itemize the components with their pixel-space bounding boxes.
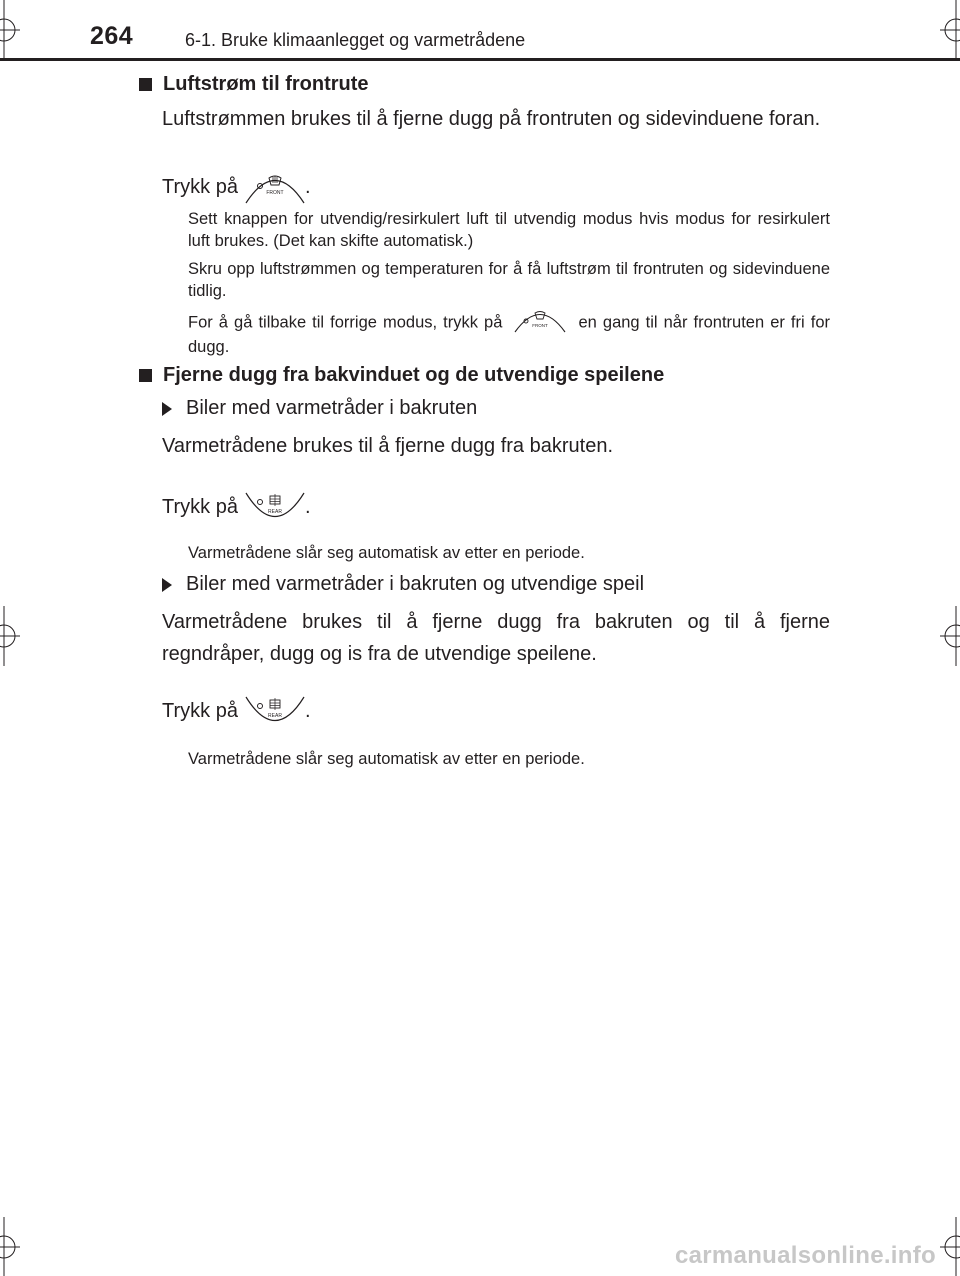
subheading-text: Biler med varmetråder i bakruten <box>186 397 478 419</box>
page-number: 264 <box>90 22 134 50</box>
section-title: 6-1. Bruke klimaanlegget og varmetrådene <box>185 30 526 50</box>
press-suffix: . <box>304 496 311 518</box>
press-prefix: Trykk på <box>162 176 238 198</box>
section-body: Luftstrømmen brukes til å fjerne dugg på frontruten og sidevinduene foran. <box>162 108 821 130</box>
front-defroster-button-inline <box>514 307 566 333</box>
rear-defogger-icon <box>245 696 305 726</box>
rear-defogger-button <box>245 492 305 522</box>
press-prefix: Trykk på <box>162 496 238 518</box>
note-3 <box>188 310 830 358</box>
triangle-bullet-icon <box>162 402 172 416</box>
front-defroster-button <box>245 170 305 204</box>
section-heading-text: Luftstrøm til frontrute <box>163 73 369 95</box>
press-suffix: . <box>304 700 311 722</box>
sub1-body: Varmetrådene brukes til å fjerne dugg fra bakruten. <box>162 435 613 457</box>
sub2-body: Varmetrådene brukes til å fjerne dugg fra bakruten og til å fjerne regndråper, dugg og is fra de utvendige speilene. <box>162 611 830 665</box>
section-heading-front <box>139 73 369 96</box>
note-3-prefix: For å gå tilbake til forrige modus, trykk på <box>188 313 503 332</box>
rear-button-label: REAR <box>267 509 282 515</box>
square-bullet-icon <box>139 369 152 382</box>
section-heading-rear <box>139 364 664 387</box>
sub1-note: Varmetrådene slår seg automatisk av etter en periode. <box>188 544 585 562</box>
front-defroster-icon <box>514 307 566 333</box>
press-suffix: . <box>304 176 311 198</box>
note-3-suffix: en gang til når frontruten er fri for dugg. <box>188 313 830 356</box>
press-instruction-rear-2 <box>162 695 830 727</box>
front-button-label: FRONT <box>266 190 284 196</box>
sub2-note: Varmetrådene slår seg automatisk av etter en periode. <box>188 750 585 768</box>
subheading-rear-and-mirrors <box>162 573 644 596</box>
front-defroster-icon <box>245 170 305 204</box>
rear-defogger-button <box>245 696 305 726</box>
press-instruction <box>162 170 830 204</box>
header-rule <box>0 58 960 61</box>
square-bullet-icon <box>139 78 152 91</box>
note-2: Skru opp luftstrømmen og temperaturen for å få luftstrøm til frontruten og sidevinduene tidlig. <box>188 260 830 300</box>
subheading-rear-only <box>162 397 477 420</box>
watermark: carmanualsonline.info <box>674 1242 936 1269</box>
section-heading-text: Fjerne dugg fra bakvinduet og de utvendige speilene <box>163 364 665 386</box>
subheading-text: Biler med varmetråder i bakruten og utvendige speil <box>186 573 645 595</box>
rear-button-label: REAR <box>267 713 282 719</box>
triangle-bullet-icon <box>162 578 172 592</box>
press-prefix: Trykk på <box>162 700 238 722</box>
press-instruction-rear-1 <box>162 491 830 523</box>
rear-defogger-icon <box>245 492 305 522</box>
front-button-label: FRONT <box>532 323 549 328</box>
note-1: Sett knappen for utvendig/resirkulert luft til utvendig modus hvis modus for resirkulert luft brukes. (Det kan skifte automatisk.) <box>188 210 830 250</box>
